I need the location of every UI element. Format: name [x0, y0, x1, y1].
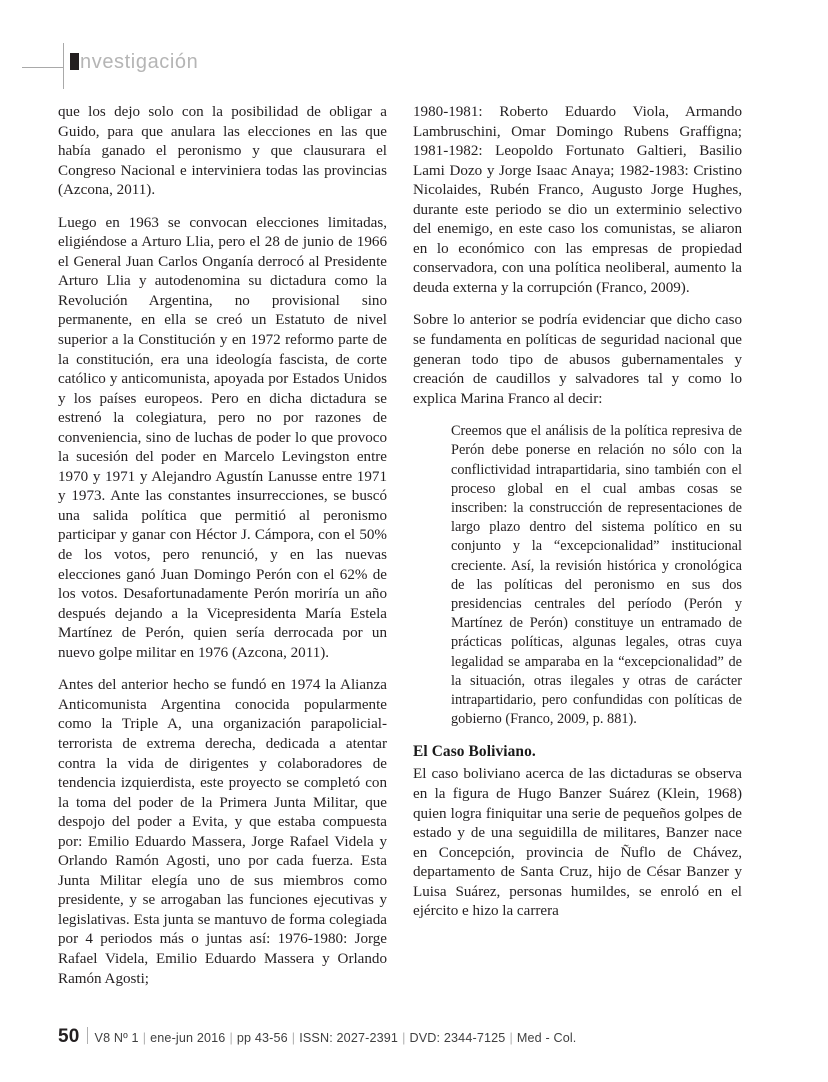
paragraph: 1980-1981: Roberto Eduardo Viola, Armando Lambruschini, Omar Domingo Rubens Graffigna; 1981-1982: Leopoldo Fortunato Galtieri, Basilio Lami Dozo y Jorge Isaac Anaya; 1982-1983: Cristino Nicolaides, Rubén Franco, Augusto Jorge Hughes, durante este periodo se dio un exterminio selectivo del enemigo, en este caso los comunistas, se aliaron en lo económico con las empresas de propiedad conservadora, con una política neoliberal, aumento la deuda externa y la corrupción (Franco, 2009).	[413, 104, 742, 296]
footer-place: Med - Col.	[516, 1031, 577, 1045]
footer-dvd: DVD: 2344-7125	[409, 1031, 506, 1045]
body-columns	[58, 103, 770, 993]
running-head-rest: nvestigación	[80, 51, 199, 73]
blockquote: Creemos que el análisis de la política represiva de Perón debe ponerse en relación no sólo con la conflictividad intrapartidaria, sino también con el proceso global en el cual ambas cosas se inscriben: la construcción de representaciones de largo plazo dentro del sistema político en su conjunto y la “excepcionalidad” institucional creciente. Así, la revisión histórica y cronológica de las políticas del peronismo en sus dos presidencias centrales del período (Perón y Martínez de Perón) constituye un entramado de prácticas políticas, algunas legales, otras cuya legalidad se amparaba en la “excepcionalidad” de la situación, otras ilegales y otras de carácter intrapartidario, pero confundidas con políticas de gobierno (Franco, 2009, p. 881).	[451, 423, 742, 728]
paragraph: que los dejo solo con la posibilidad de obligar a Guido, para que anulara las elecciones en las que había ganado el peronismo y que clausurara el Congreso Nacional e interviniera todas las provincias (Azcona, 2011).	[58, 104, 387, 199]
header-horizontal-rule	[22, 67, 64, 68]
footer-bar: |	[402, 1031, 406, 1045]
section-heading: El Caso Boliviano.	[413, 743, 536, 761]
running-head-text	[70, 49, 198, 75]
left-column	[58, 103, 387, 989]
right-column	[413, 103, 742, 922]
footer-metadata	[95, 1031, 577, 1045]
footer-date: ene-jun 2016	[150, 1031, 226, 1045]
running-head-initial	[70, 53, 79, 70]
footer-bar: |	[291, 1031, 296, 1045]
paragraph: El caso boliviano acerca de las dictaduras se observa en la figura de Hugo Banzer Suárez (Klein, 1968) quien logra finiquitar una serie de pequeños golpes de estado y de una seguidilla de militares, Banzer nace en Concepción, provincia de Ñuflo de Chávez, departamento de Santa Cruz, hijo de César Banzer y Luisa Suárez, personas humildes, se enroló en el ejército e hizo la carrera	[413, 766, 742, 920]
page-number: 50	[58, 1026, 80, 1047]
footer-bar: |	[509, 1031, 513, 1045]
footer-bar: |	[142, 1031, 147, 1045]
paragraph: Luego en 1963 se convocan elecciones limitadas, eligiéndose a Arturo Llia, pero el 28 de junio de 1966 el General Juan Carlos Onganía derrocó al Presidente Arturo Llia y autodenomina su dictadura como la Revolución Argentina, no provisional sino permanente, en ella se creó un Estatuto de nivel superior a la Constitución y en 1972 reformo parte de la constitución, era una ideología fascista, de corte católico y anticomunista, apoyada por Estados Unidos y los países europeos. Pero en dicha dictadura se estrenó la colegiatura, pero no por razones de conveniencia, sino de luchas de poder lo que provoco la sucesión del poder en Marcelo Levingston entre 1970 y 1971 y Alejandro Agustín Lanusse entre 1971 y 1973. Ante las constantes insurrecciones, se buscó una salida política que permitió al peronismo participar y ganar con Héctor J. Cámpora, con el 50% de los votos, pero renunció, y en las nuevas elecciones ganó Juan Domingo Perón con el 62% de los votos. Desafortunadamente Perón moriría un año después dejando a la Vicepresidenta María Estela Martínez de Perón, quien sería derrocada por un nuevo golpe militar en 1976 (Azcona, 2011).	[58, 214, 387, 661]
footer-pages: pp 43-56	[236, 1031, 288, 1045]
paragraph: Sobre lo anterior se podría evidenciar que dicho caso se fundamenta en políticas de seguridad nacional que generan todo tipo de abusos gubernamentales y creación de caudillos y salvadores tal y como lo explica Marina Franco al decir:	[413, 312, 742, 407]
page-footer	[58, 1025, 778, 1051]
header-vertical-rule	[63, 43, 64, 89]
footer-divider	[87, 1027, 88, 1044]
footer-bar: |	[229, 1031, 233, 1045]
footer-issn: ISSN: 2027-2391	[299, 1031, 399, 1045]
footer-volume: V8 Nº 1	[94, 1031, 139, 1045]
paragraph: Antes del anterior hecho se fundó en 1974 la Alianza Anticomunista Argentina conocida popularmente como la Triple A, una organización parapolicial-terrorista de extrema derecha, dedicada a atentar contra la vida de dirigentes y colaboradores de tendencia izquierdista, este proyecto se completó con la toma del poder de la Primera Junta Militar, que despojo del poder a Evita, y que estaba compuesta por: Emilio Eduardo Massera, Jorge Rafael Videla y Orlando Ramón Agosti, uno por cada fuerza. Esta Junta Militar elegía uno de sus miembros como presidente, y se arrogaban las funciones ejecutivas y legislativas. Esta junta se mantuvo de forma colegiada por 4 periodos más o juntas así: 1976-1980: Jorge Rafael Videla, Emilio Eduardo Massera y Orlando Ramón Agosti;	[58, 677, 387, 987]
running-header	[0, 40, 828, 98]
